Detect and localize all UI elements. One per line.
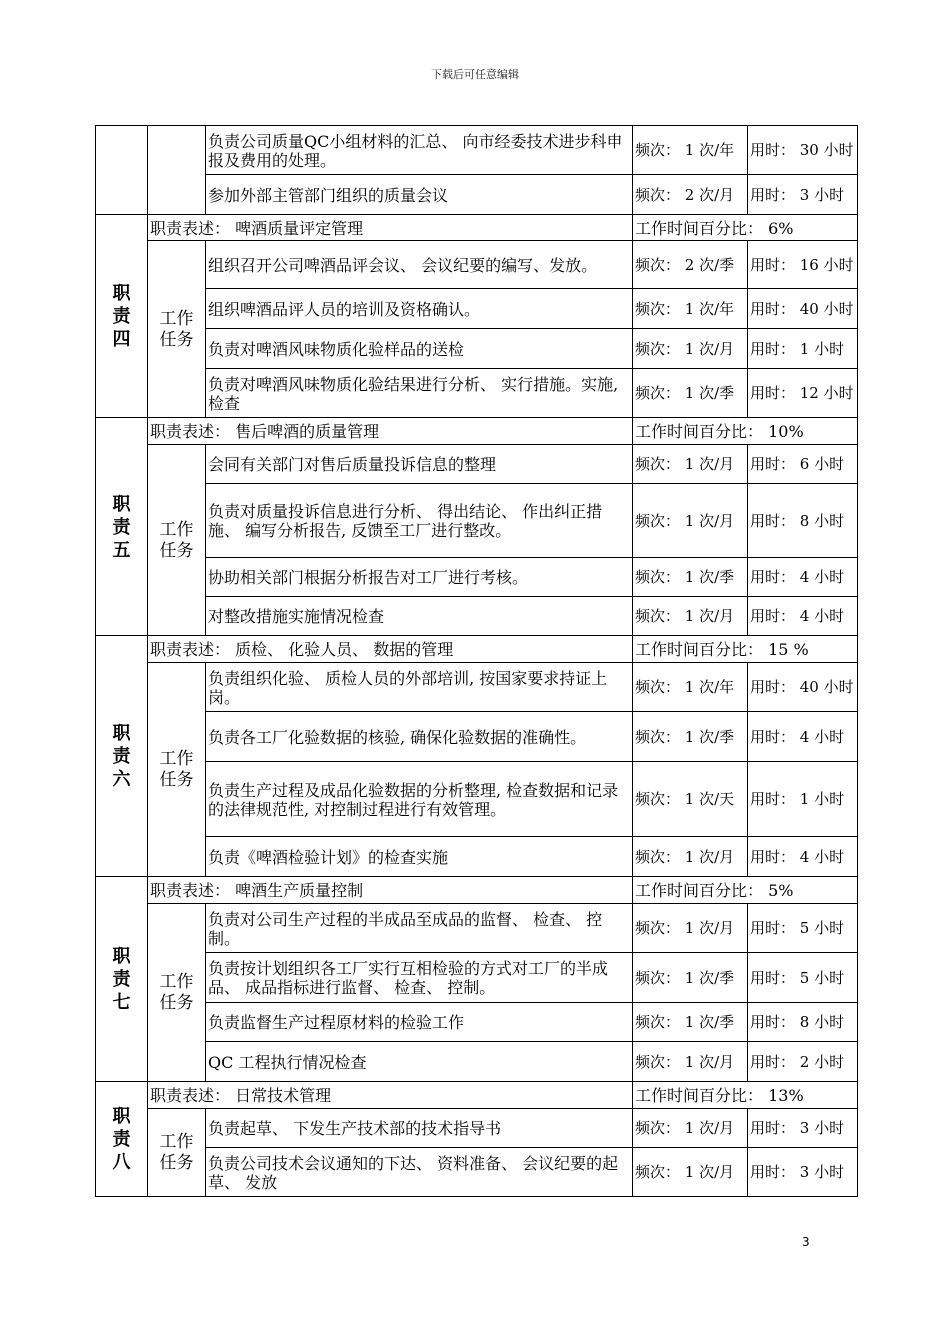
table-row — [96, 175, 858, 215]
table-row — [96, 445, 858, 484]
table-row — [96, 1148, 858, 1197]
task-duration: 用时： 4 小时 — [748, 837, 858, 877]
task-frequency: 频次： 2 次/月 — [633, 175, 748, 215]
task-label: 工作 任务 — [148, 1109, 206, 1197]
task-duration: 用时： 2 小时 — [748, 1042, 858, 1082]
task-frequency: 频次： 1 次/月 — [633, 837, 748, 877]
task-frequency: 频次： 1 次/年 — [633, 126, 748, 175]
work-time-percentage: 工作时间百分比： 13% — [633, 1082, 858, 1109]
duty-label: 职 责 四 — [96, 215, 148, 418]
page-number: 3 — [802, 1235, 810, 1249]
task-desc: 负责对公司生产过程的半成品至成品的监督、 检查、 控制。 — [206, 904, 633, 953]
work-time-percentage: 工作时间百分比： 6% — [633, 215, 858, 241]
task-frequency: 频次： 1 次/月 — [633, 329, 748, 369]
task-duration: 用时： 5 小时 — [748, 904, 858, 953]
task-duration: 用时： 4 小时 — [748, 597, 858, 636]
task-duration: 用时： 3 小时 — [748, 1148, 858, 1197]
task-duration: 用时： 8 小时 — [748, 484, 858, 558]
table-row — [96, 597, 858, 636]
duty-summary-row — [96, 418, 858, 445]
task-desc: 会同有关部门对售后质量投诉信息的整理 — [206, 445, 633, 484]
table-row — [96, 241, 858, 289]
duty-summary: 职责表述： 日常技术管理 — [148, 1082, 633, 1109]
task-frequency: 频次： 1 次/季 — [633, 558, 748, 597]
task-frequency: 频次： 1 次/季 — [633, 1003, 748, 1042]
duty-summary-row — [96, 215, 858, 241]
duty-label-empty — [96, 126, 148, 215]
task-desc: QC 工程执行情况检查 — [206, 1042, 633, 1082]
task-desc: 负责对啤酒风味物质化验样品的送检 — [206, 329, 633, 369]
task-frequency: 频次： 2 次/季 — [633, 241, 748, 289]
task-frequency: 频次： 1 次/天 — [633, 762, 748, 837]
work-time-percentage: 工作时间百分比： 10% — [633, 418, 858, 445]
task-frequency: 频次： 1 次/月 — [633, 445, 748, 484]
task-desc: 负责公司质量QC小组材料的汇总、 向市经委技术进步科申报及费用的处理。 — [206, 126, 633, 175]
table-row — [96, 953, 858, 1003]
work-time-percentage: 工作时间百分比： 5% — [633, 877, 858, 904]
duty-summary: 职责表述： 啤酒质量评定管理 — [148, 215, 633, 241]
task-frequency: 频次： 1 次/月 — [633, 1042, 748, 1082]
table-row — [96, 329, 858, 369]
task-desc: 负责《啤酒检验计划》的检查实施 — [206, 837, 633, 877]
table-row — [96, 904, 858, 953]
task-duration: 用时： 1 小时 — [748, 762, 858, 837]
table-row — [96, 762, 858, 837]
task-desc: 负责对质量投诉信息进行分析、 得出结论、 作出纠正措施、 编写分析报告, 反馈至工厂进行整改。 — [206, 484, 633, 558]
task-label: 工作 任务 — [148, 445, 206, 636]
duty-table — [95, 125, 858, 1197]
task-frequency: 频次： 1 次/月 — [633, 1109, 748, 1148]
duty-summary: 职责表述： 啤酒生产质量控制 — [148, 877, 633, 904]
task-frequency: 频次： 1 次/月 — [633, 597, 748, 636]
duty-summary-row — [96, 1082, 858, 1109]
duty-summary: 职责表述： 质检、 化验人员、 数据的管理 — [148, 636, 633, 663]
task-frequency: 频次： 1 次/月 — [633, 484, 748, 558]
table-row — [96, 1003, 858, 1042]
table-row — [96, 837, 858, 877]
task-duration: 用时： 3 小时 — [748, 175, 858, 215]
task-duration: 用时： 40 小时 — [748, 289, 858, 329]
table-row — [96, 663, 858, 712]
task-desc: 负责生产过程及成品化验数据的分析整理, 检查数据和记录的法律规范性, 对控制过程进行有效管理。 — [206, 762, 633, 837]
task-desc: 负责起草、 下发生产技术部的技术指导书 — [206, 1109, 633, 1148]
task-desc: 组织啤酒品评人员的培训及资格确认。 — [206, 289, 633, 329]
task-frequency: 频次： 1 次/月 — [633, 904, 748, 953]
task-duration: 用时： 12 小时 — [748, 369, 858, 418]
task-desc: 负责对啤酒风味物质化验结果进行分析、 实行措施。实施, 检查 — [206, 369, 633, 418]
task-duration: 用时： 4 小时 — [748, 712, 858, 762]
duty-summary-row — [96, 877, 858, 904]
work-time-percentage: 工作时间百分比： 15 % — [633, 636, 858, 663]
duty-summary: 职责表述： 售后啤酒的质量管理 — [148, 418, 633, 445]
task-label: 工作 任务 — [148, 663, 206, 877]
duty-label: 职 责 五 — [96, 418, 148, 636]
task-label: 工作 任务 — [148, 904, 206, 1082]
task-desc: 负责监督生产过程原材料的检验工作 — [206, 1003, 633, 1042]
task-desc: 对整改措施实施情况检查 — [206, 597, 633, 636]
task-frequency: 频次： 1 次/年 — [633, 289, 748, 329]
task-desc: 负责按计划组织各工厂实行互相检验的方式对工厂的半成品、 成品指标进行监督、 检查、 控制。 — [206, 953, 633, 1003]
task-frequency: 频次： 1 次/季 — [633, 712, 748, 762]
task-label-empty — [148, 126, 206, 215]
task-duration: 用时： 30 小时 — [748, 126, 858, 175]
table-row — [96, 126, 858, 175]
task-duration: 用时： 16 小时 — [748, 241, 858, 289]
table-row — [96, 1109, 858, 1148]
task-desc: 负责组织化验、 质检人员的外部培训, 按国家要求持证上岗。 — [206, 663, 633, 712]
task-duration: 用时： 8 小时 — [748, 1003, 858, 1042]
table-row — [96, 558, 858, 597]
table-row — [96, 1042, 858, 1082]
task-desc: 负责公司技术会议通知的下达、 资料准备、 会议纪要的起草、 发放 — [206, 1148, 633, 1197]
duty-summary-row — [96, 636, 858, 663]
task-duration: 用时： 40 小时 — [748, 663, 858, 712]
table-row — [96, 289, 858, 329]
table-row — [96, 369, 858, 418]
table-row — [96, 712, 858, 762]
task-frequency: 频次： 1 次/月 — [633, 1148, 748, 1197]
task-label: 工作 任务 — [148, 241, 206, 418]
task-frequency: 频次： 1 次/季 — [633, 369, 748, 418]
task-desc: 参加外部主管部门组织的质量会议 — [206, 175, 633, 215]
task-duration: 用时： 1 小时 — [748, 329, 858, 369]
table-row — [96, 484, 858, 558]
duty-label: 职 责 七 — [96, 877, 148, 1082]
task-duration: 用时： 3 小时 — [748, 1109, 858, 1148]
task-desc: 负责各工厂化验数据的核验, 确保化验数据的准确性。 — [206, 712, 633, 762]
task-frequency: 频次： 1 次/季 — [633, 953, 748, 1003]
task-desc: 协助相关部门根据分析报告对工厂进行考核。 — [206, 558, 633, 597]
duty-label: 职 责 八 — [96, 1082, 148, 1197]
task-duration: 用时： 4 小时 — [748, 558, 858, 597]
task-duration: 用时： 6 小时 — [748, 445, 858, 484]
task-frequency: 频次： 1 次/年 — [633, 663, 748, 712]
task-desc: 组织召开公司啤酒品评会议、 会议纪要的编写、发放。 — [206, 241, 633, 289]
task-duration: 用时： 5 小时 — [748, 953, 858, 1003]
header-note: 下载后可任意编辑 — [431, 68, 519, 81]
duty-label: 职 责 六 — [96, 636, 148, 877]
